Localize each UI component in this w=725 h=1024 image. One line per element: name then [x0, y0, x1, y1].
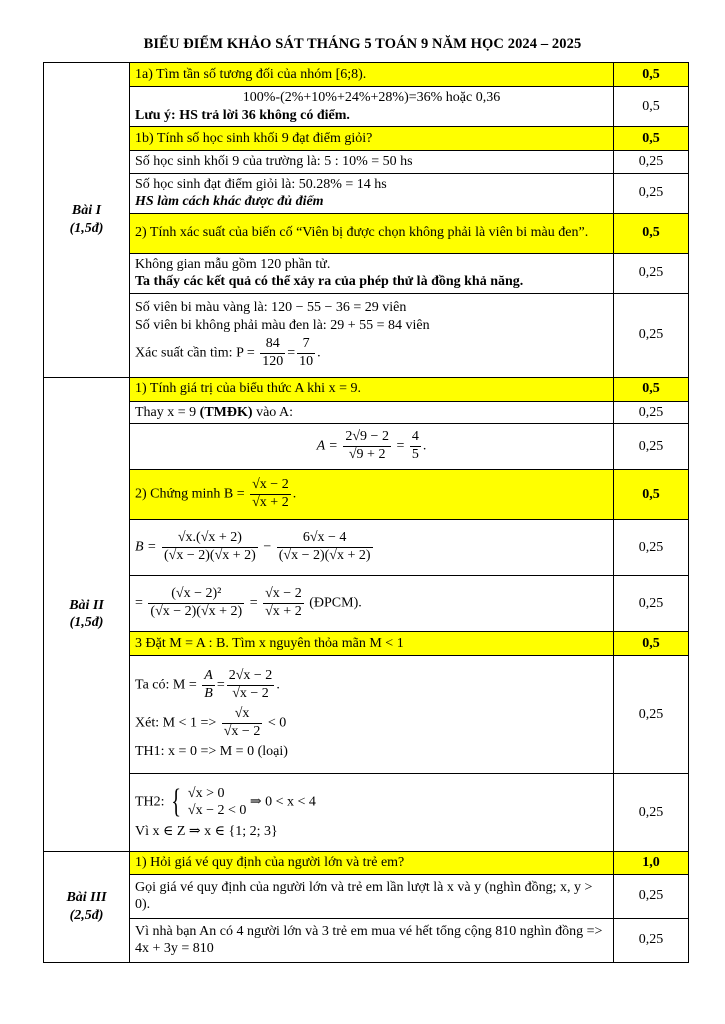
brace: { — [171, 783, 182, 821]
table-row — [44, 918, 689, 962]
denominator: √x − 2 — [223, 723, 261, 739]
table-row — [44, 253, 689, 293]
formula-label: Ta có: M = — [135, 677, 197, 693]
grading-table — [43, 62, 689, 963]
system — [135, 785, 608, 820]
formula — [135, 706, 608, 741]
note-text: Ta thấy các kết quả có thể xảy ra của phép thử là đồng khả năng. — [135, 274, 524, 289]
table-row — [44, 774, 689, 852]
table-row — [44, 127, 689, 151]
table-row — [44, 424, 689, 470]
formula: Xác suất cần tìm: P = $\frac{84}{120}$ = $\frac{7}{10}$ . — [135, 336, 321, 369]
system-line: √x − 2 < 0 — [187, 803, 247, 819]
question-text: 2) Chứng minh B = — [135, 486, 245, 502]
table-row — [44, 293, 689, 377]
denominator: (√x − 2)(√x + 2) — [150, 604, 243, 619]
score-cell: 0,25 — [614, 293, 689, 377]
section-points: (2,5đ) — [69, 907, 104, 923]
implication: ⇒ 0 < x < 4 — [249, 794, 316, 810]
note-text: Lưu ý: HS trả lời 36 không có điểm. — [135, 107, 350, 123]
answer-text: Số học sinh đạt điểm giỏi là: 50.28% = 14 hs — [135, 176, 387, 192]
section-name: Bài II — [69, 597, 104, 613]
answer-cell — [130, 173, 614, 213]
score-cell: 0,5 — [614, 213, 689, 253]
fraction — [162, 530, 258, 565]
fraction — [227, 668, 275, 703]
answer-cell: Gọi giá vé quy định của người lớn và trẻ em lần lượt là x và y (nghìn đồng; x, y > 0). — [130, 874, 614, 918]
question-cell: 2) Tính xác suất của biến cố “Viên bị được chọn không phải là viên bi màu đen”. — [130, 213, 614, 253]
answer-condition: (TMĐK) — [199, 404, 253, 420]
score-cell: 0,25 — [614, 774, 689, 852]
fraction — [297, 336, 315, 371]
formula: Ta có: M = $\frac{A}{B}$ = $\frac{2√x - 2}{√x - 2}$ . — [135, 668, 280, 701]
numerator: √x — [222, 706, 263, 724]
score-cell: 0,25 — [614, 656, 689, 774]
denominator: B — [204, 685, 213, 701]
numerator: √x.(√x + 2) — [162, 530, 258, 548]
answer-text: Số viên bi màu vàng là: 120 − 55 − 36 = 29 viên — [135, 300, 407, 316]
score-cell: 0,25 — [614, 576, 689, 632]
denominator: 5 — [411, 447, 419, 462]
score-cell: 0,25 — [614, 401, 689, 424]
question-cell: 1b) Tính số học sinh khối 9 đạt điểm giỏi? — [130, 127, 614, 151]
section-cell — [44, 852, 130, 963]
numerator: 7 — [297, 336, 315, 354]
formula: A = $\frac{2√9 - 2}{√9 + 2}$ = $\frac{4}{5}$ . — [130, 424, 614, 470]
formula-lhs: A = — [316, 438, 338, 454]
note-text: HS làm cách khác được đủ điểm — [135, 194, 324, 209]
fraction — [250, 477, 291, 512]
page-title: BIỂU ĐIỂM KHẢO SÁT THÁNG 5 TOÁN 9 NĂM HỌC 2024 – 2025 — [143, 36, 582, 52]
question-cell: 1a) Tìm tần số tương đối của nhóm [6;8). — [130, 63, 614, 87]
fraction — [263, 586, 304, 621]
answer-cell — [130, 656, 614, 774]
score-cell: 0,25 — [614, 918, 689, 962]
answer-cell — [130, 774, 614, 852]
question-cell: 3 Đặt M = A : B. Tìm x nguyên thỏa mãn M < 1 — [130, 632, 614, 656]
section-points: (1,5đ) — [69, 615, 104, 631]
answer-text: TH1: x = 0 => M = 0 (loại) — [135, 744, 288, 760]
denominator: 10 — [299, 354, 314, 369]
fraction — [260, 336, 285, 371]
score-cell: 0,25 — [614, 173, 689, 213]
inequality-tail: < 0 — [267, 715, 287, 731]
answer-text: Không gian mẫu gồm 120 phần tử. — [135, 256, 331, 272]
numerator: 6√x − 4 — [277, 530, 373, 548]
score-cell: 0,5 — [614, 63, 689, 87]
answer-text: Vì x ∈ Z ⇒ x ∈ {1; 2; 3} — [135, 823, 278, 839]
answer-text: Số viên bi không phải màu đen là: 29 + 55 = 84 viên — [135, 317, 430, 333]
table-row — [44, 87, 689, 127]
formula-label: Xét: M < 1 => — [135, 715, 217, 731]
question-cell: 1) Tính giá trị của biểu thức A khi x = 9. — [130, 377, 614, 401]
table-row — [44, 377, 689, 401]
fraction — [202, 668, 215, 703]
denominator: (√x − 2)(√x + 2) — [278, 548, 371, 563]
table-row — [44, 874, 689, 918]
score-cell: 0,5 — [614, 470, 689, 520]
system-lines — [188, 785, 246, 820]
answer-cell — [130, 87, 614, 127]
score-cell: 0,25 — [614, 253, 689, 293]
denominator: √x − 2 — [232, 685, 269, 701]
numerator: (√x − 2)² — [148, 586, 244, 604]
formula — [130, 520, 614, 576]
section-cell — [44, 63, 130, 378]
table-row — [44, 852, 689, 875]
table-row — [44, 632, 689, 656]
numerator: A — [202, 668, 215, 686]
table-row — [44, 656, 689, 774]
fraction — [277, 530, 373, 565]
answer-cell — [130, 401, 614, 424]
formula-label: TH2: — [135, 794, 165, 810]
question-cell: 2) Chứng minh B = $\frac{√x - 2}{√x + 2}$ . — [130, 470, 614, 520]
table-row — [44, 520, 689, 576]
score-cell: 1,0 — [614, 852, 689, 875]
table-row — [44, 173, 689, 213]
score-cell: 0,5 — [614, 377, 689, 401]
fraction — [343, 429, 391, 464]
denominator: 120 — [262, 354, 284, 369]
denominator: √x + 2 — [265, 604, 302, 619]
numerator: 2√x − 2 — [227, 668, 275, 686]
section-name: Bài III — [66, 890, 107, 906]
score-cell: 0,25 — [614, 151, 689, 174]
answer-cell: Vì nhà bạn An có 4 người lớn và 3 trẻ em mua vé hết tổng cộng 810 nghìn đồng => 4x + 3y = 810 — [130, 918, 614, 962]
fraction — [222, 706, 263, 741]
section-name: Bài I — [71, 203, 102, 219]
answer-cell — [130, 293, 614, 377]
numerator: 4 — [410, 429, 421, 447]
answer-text: vào A: — [256, 404, 294, 420]
fraction — [410, 429, 421, 464]
table-row — [44, 63, 689, 87]
formula-label: Xác suất cần tìm: P = — [135, 345, 255, 361]
equals-sign: = — [396, 438, 405, 454]
table-row — [44, 470, 689, 520]
score-cell: 0,5 — [614, 87, 689, 127]
minus-sign: − — [263, 539, 272, 555]
numerator: 84 — [260, 336, 285, 354]
table-row — [44, 151, 689, 174]
answer-text: Thay x = 9 — [135, 404, 197, 420]
numerator: √x − 2 — [263, 586, 304, 604]
formula-lhs: B = — [135, 539, 157, 555]
score-cell: 0,25 — [614, 520, 689, 576]
score-cell: 0,5 — [614, 632, 689, 656]
qed-text: (ĐPCM). — [309, 595, 362, 611]
section-points: (1,5đ) — [69, 220, 104, 236]
answer-cell — [130, 253, 614, 293]
numerator: 2√9 − 2 — [343, 429, 391, 447]
system-line: √x > 0 — [187, 785, 225, 801]
denominator: (√x − 2)(√x + 2) — [164, 548, 256, 563]
table-row — [44, 576, 689, 632]
answer-text: 100%-(2%+10%+24%+28%)=36% hoặc 0,36 — [242, 90, 501, 105]
answer-cell: Số học sinh khối 9 của trường là: 5 : 10% = 50 hs — [130, 151, 614, 174]
section-cell — [44, 377, 130, 852]
score-cell: 0,25 — [614, 874, 689, 918]
question-cell: 1) Hỏi giá vé quy định của người lớn và trẻ em? — [130, 852, 614, 875]
table-row — [44, 401, 689, 424]
fraction — [148, 586, 244, 621]
formula: = $\frac{\text{(√x − 2)²}}{(√x - 2)(√x + 2)}$ = $\frac{√x - 2}{√x + 2}$ (ĐPCM). — [130, 576, 614, 632]
table-row — [44, 213, 689, 253]
numerator: √x − 2 — [250, 477, 291, 495]
score-cell: 0,5 — [614, 127, 689, 151]
score-cell: 0,25 — [614, 424, 689, 470]
denominator: √x + 2 — [252, 495, 289, 510]
denominator: √9 + 2 — [348, 447, 386, 462]
